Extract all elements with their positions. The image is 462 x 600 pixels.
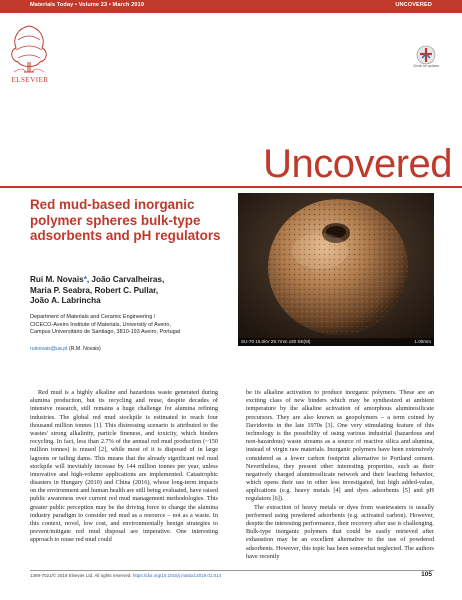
body-paragraph: The extraction of heavy metals or dyes from wastewaters is usually performed using powdered adsorbents (e.g. activated carbon). However, despite the interesting performance, their recovery after use is challenging. Bulk-type inorganic polymers that could be easily retrieved after exhaustion may be an excellent alternative to the use of powdered adsorbents. However, this topic has been somewhat neglected. The authors have recently (246, 503, 434, 560)
sem-micrograph (238, 193, 434, 346)
body-paragraph: be its alkaline activation to produce inorganic polymers. These are an exciting class of new binders which may be synthesized at ambient temperature by the alkaline activation of amorphous aluminosilicate precursors. They are also known as geopolymers – a term coined by Davidovits in the late 1970s [3]. One very stimulating feature of this technology is the possibility of using various industrial (hazardous and non-hazardous) waste streams as a source of reactive silica and alumina, instead of virgin raw materials. Inorganic polymers have been extensively considered as a lower carbon footprint alternative to Portland cement. Nevertheless, they present other interesting properties, such as their negatively charged aluminosilicate network and their leaching behavior, which opens their use in other less investigated, but high added-value, applications (e.g. heavy metals [4] and dyes adsorbents [5] and pH regulators [6]). (246, 389, 434, 503)
section-divider (0, 186, 462, 188)
email-name: (R.M. Novais) (67, 346, 101, 352)
micrograph-scale: 1.00mm (414, 339, 431, 344)
copyright-text: 1369-7021/© 2019 Elsevier Ltd. All rights reserved. (30, 573, 133, 578)
micrograph-caption: SU-70 15.0kV 29.7mm x30 SE(M) (241, 339, 311, 344)
footer-info (30, 573, 221, 578)
author-line: João A. Labrincha (30, 296, 101, 305)
author-corresponding: Rui M. Novais (30, 275, 84, 284)
publisher-logo-text: ELSEVIER (11, 76, 49, 84)
section-heading: Uncovered (263, 142, 452, 186)
page-number: 105 (421, 571, 432, 578)
header-bar (0, 0, 462, 13)
author-line: , João Carvalheiras, (86, 275, 165, 284)
crossmark-icon (416, 45, 436, 65)
body-column-right (246, 389, 434, 561)
journal-info: Materials Today • Volume 23 • March 2019 (30, 2, 145, 8)
affiliation-line: Department of Materials and Ceramic Engineering / (30, 314, 156, 320)
section-label: UNCOVERED (395, 2, 432, 8)
crossmark-label: Check for updates (413, 64, 439, 68)
body-paragraph: Red mud is a highly alkaline and hazardous waste generated during alumina production, but its recycling and reuse, despite decades of intensive research, still remains a huge challenge for alumina refining industries. The global red mud stockpile is estimated to reach four thousand million tonnes [1]. This distressing scenario is attributed to the wastes' strong alkalinity, particle fineness, and toxicity, which hinders recycling. In fact, less than 2.7% of the annual red mud production (~150 million tonnes) is reused [2], while most of it is disposed of in large lagoons or tailing dams. This means that the already significant red mud stockpile will inevitably increase by 144 million tonnes per year, unless innovative and high-volume applications are implemented. Catastrophic disasters in Hungary (2010) and China (2016), whose long-term impacts on the environment and human health are still being evaluated, have raised public awareness over current red mud management methodologies. This greater public perception may be the driving force to change the alumina industry paradigm to consider red mud as a resource – not as a waste. In this context, novel, low cost, and environmentally benign strategies to prevent/mitigate red mud disposal are imperative. One interesting approach to reuse red mud could (30, 389, 218, 544)
article-title: Red mud-based inorganic polymer spheres bulk-type adsorbents and pH regulators (30, 197, 221, 243)
crossmark-badge[interactable] (413, 45, 439, 73)
affiliation-line: Campus Universitário de Santiago, 3810-193 Aveiro, Portugal (30, 329, 181, 336)
micrograph-caption-bar (238, 338, 434, 346)
affiliation (30, 314, 232, 337)
footer-rule (30, 570, 434, 571)
email-line (30, 346, 101, 352)
corresponding-star[interactable]: * (83, 275, 87, 284)
email-link[interactable]: ruinovais@ua.pt (30, 346, 68, 352)
body-column-left (30, 389, 218, 545)
author-line: Maria P. Seabra, Robert C. Pullar, (30, 285, 159, 295)
author-list (30, 275, 230, 307)
affiliation-line: CICECO-Aveiro Institute of Materials, University of Aveiro, (30, 321, 172, 328)
doi-link[interactable]: https://doi.org/10.1016/j.mattod.2019.01.014 (132, 573, 222, 578)
elsevier-tree-icon (4, 20, 54, 84)
